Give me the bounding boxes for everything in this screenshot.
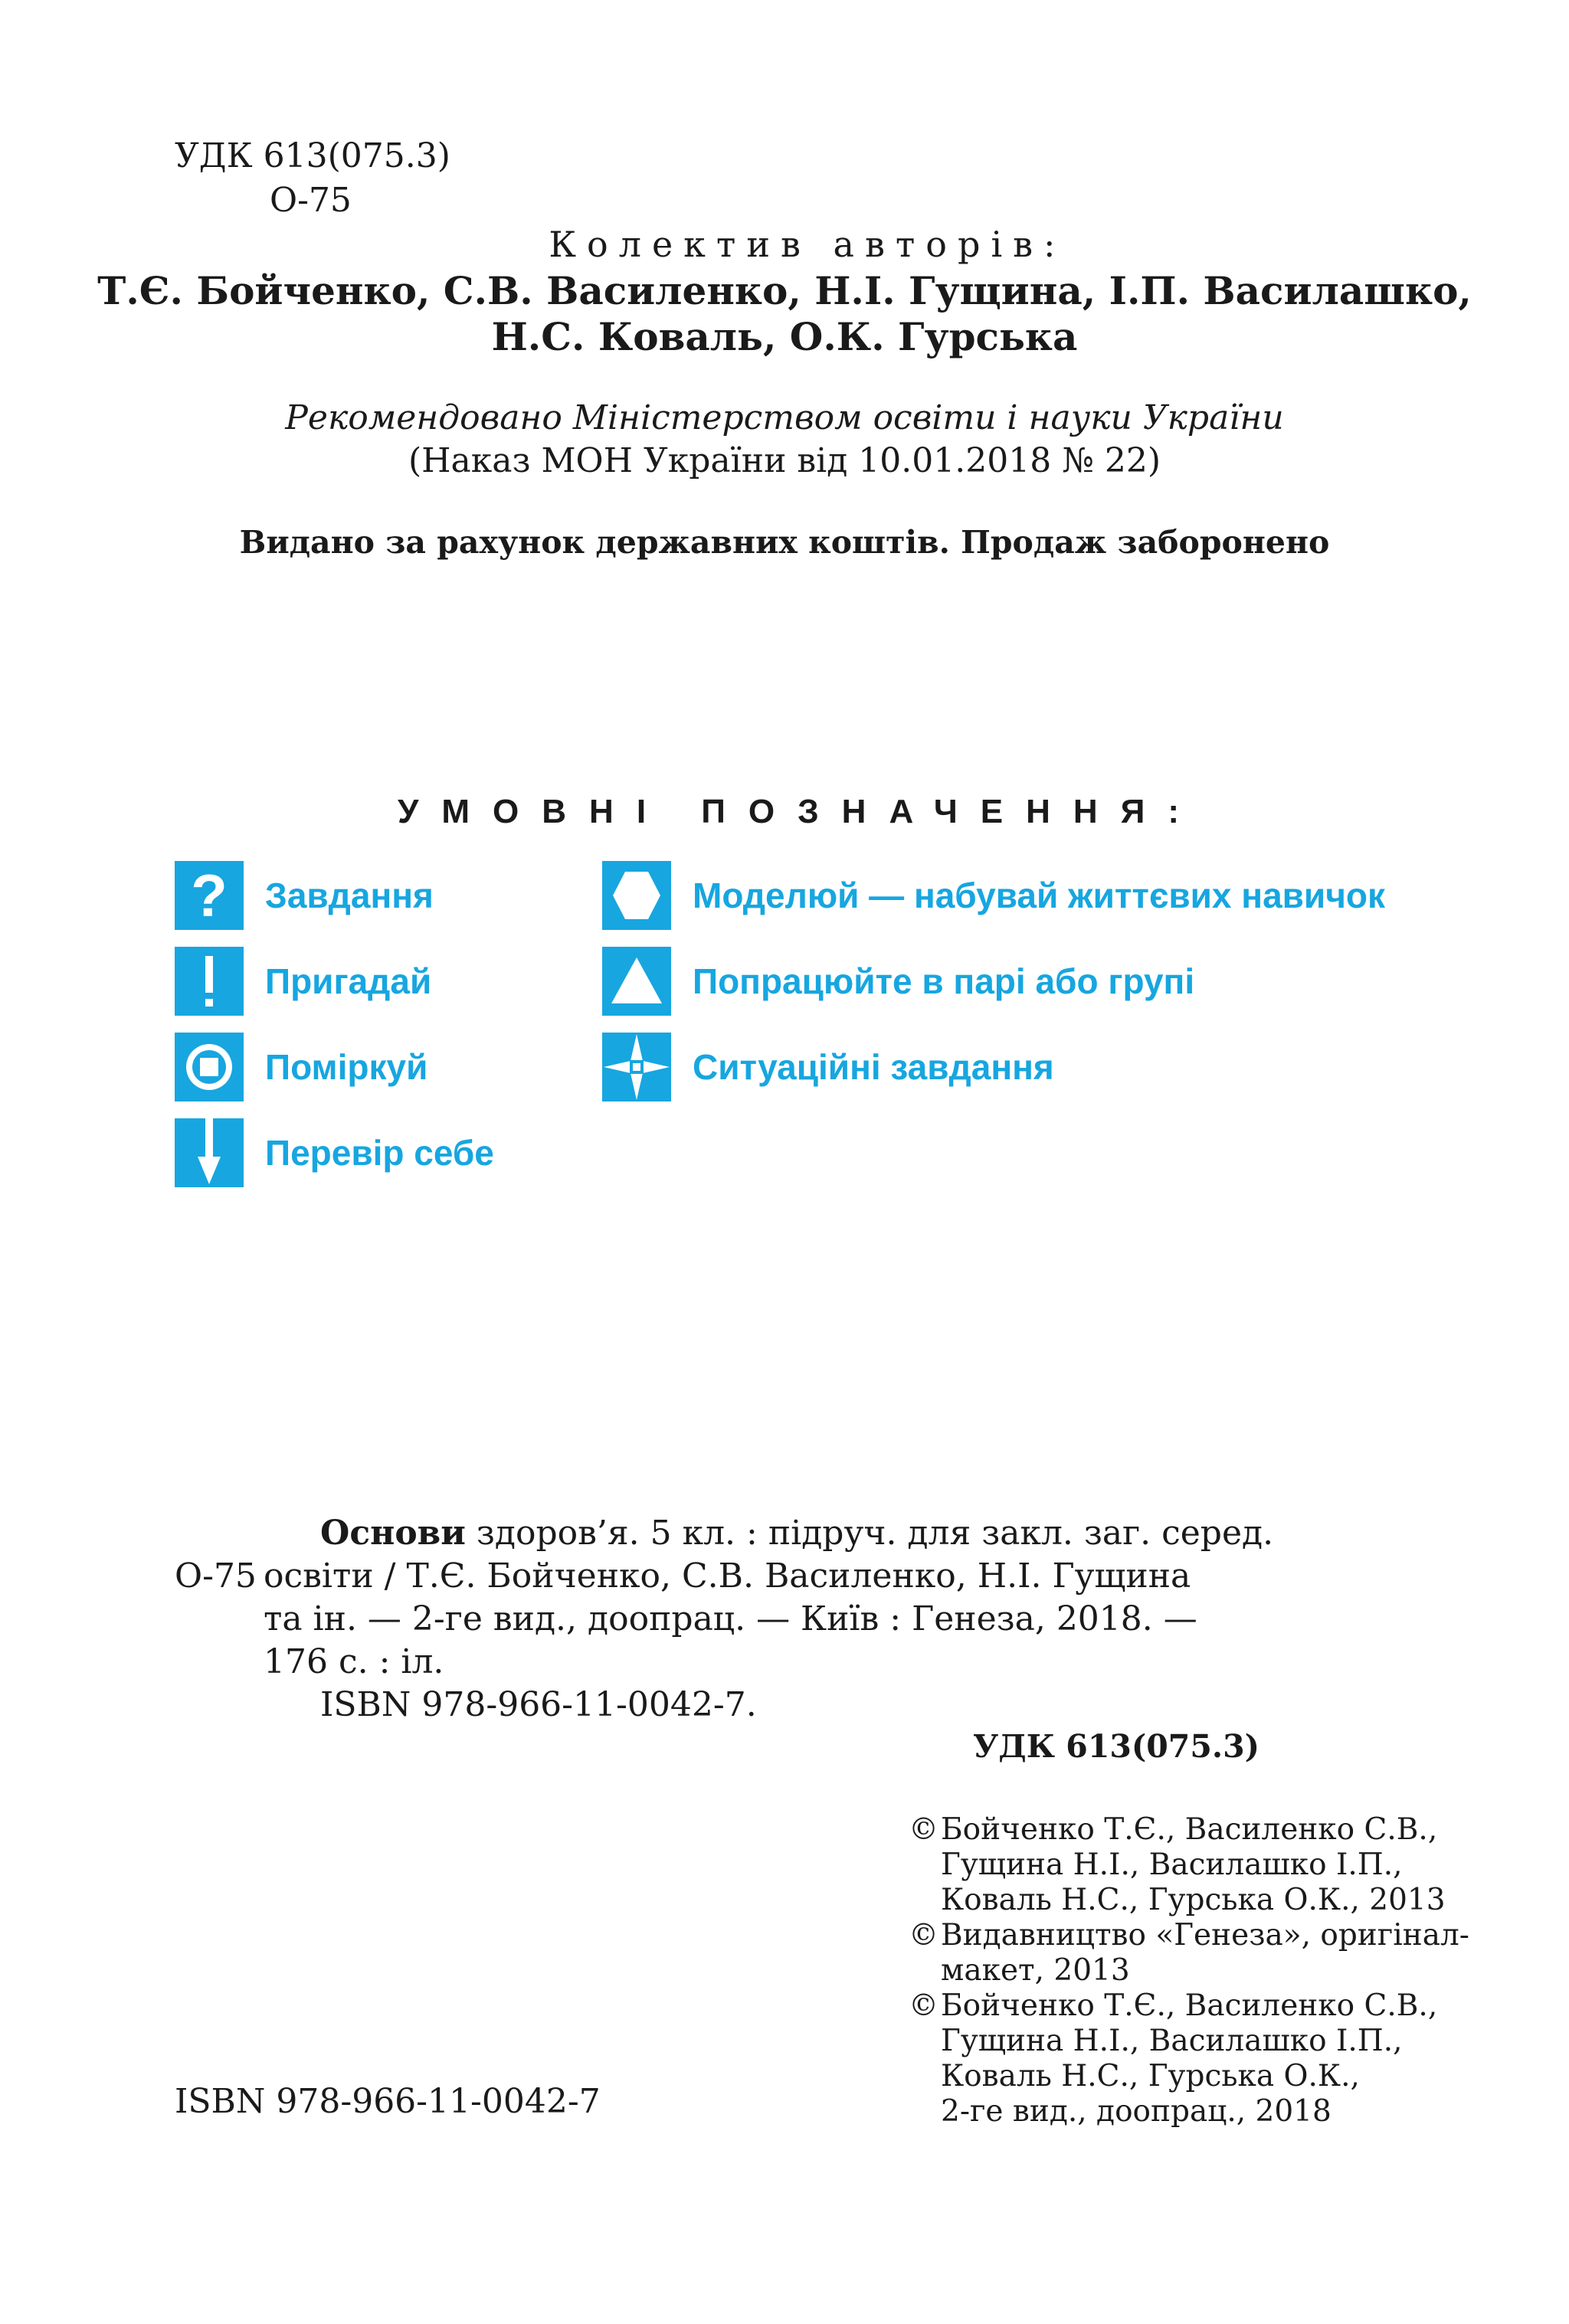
- bib-line-1-rest: здоров’я. 5 кл. : підруч. для закл. заг. серед.: [465, 1514, 1274, 1553]
- arrow-down-icon: [175, 1118, 244, 1187]
- not-for-sale-notice: Видано за рахунок державних коштів. Продаж заборонено: [239, 524, 1330, 561]
- bib-isbn: ISBN 978-966-11-0042-7.: [320, 1685, 757, 1724]
- copyright-1-line-1: Бойченко Т.Є., Василенко С.В.,: [941, 1812, 1438, 1847]
- copyright-3-line-1: Бойченко Т.Є., Василенко С.В.,: [941, 1988, 1438, 2023]
- udk-bottom: УДК 613(075.3): [973, 1728, 1260, 1765]
- legend-label: Завдання: [265, 876, 434, 915]
- copyright-sign: ©: [909, 1918, 938, 1952]
- hexagon-icon: [602, 861, 671, 930]
- authors-label: Колектив авторів:: [549, 224, 1066, 265]
- legend-label: Перевір себе: [265, 1133, 494, 1173]
- copyright-3-line-4: 2-ге вид., доопрац., 2018: [941, 2094, 1332, 2129]
- copyright-sign: ©: [909, 1812, 938, 1847]
- copyright-1-line-3: Коваль Н.С., Гурська О.К., 2013: [941, 1883, 1446, 1917]
- question-icon: [175, 861, 244, 930]
- legend-item-think: [175, 1033, 427, 1101]
- svg-text:?: ?: [191, 862, 228, 929]
- legend-label: Попрацюйте в парі або групі: [693, 961, 1195, 1001]
- copyright-2-line-2: макет, 2013: [941, 1953, 1130, 1988]
- authors-line-2: Н.С. Коваль, О.К. Гурська: [491, 314, 1078, 359]
- legend-label: Пригадай: [265, 961, 432, 1001]
- legend-item-remember: [175, 947, 431, 1016]
- bib-line-3: та ін. — 2-ге вид., доопрац. — Київ : Генеза, 2018. —: [264, 1599, 1197, 1638]
- catalog-code-top: О-75: [270, 181, 352, 220]
- bib-title: Основи: [320, 1514, 466, 1553]
- think-circle-icon: [175, 1033, 244, 1101]
- legend-label: Ситуаційні завдання: [693, 1047, 1054, 1087]
- exclamation-icon: [175, 947, 244, 1016]
- legend-item-task: [175, 861, 434, 930]
- bib-line-1: [320, 1514, 1273, 1553]
- recommendation-text: Рекомендовано Міністерством освіти і науки України: [285, 398, 1284, 437]
- authors-line-1: Т.Є. Бойченко, С.В. Василенко, Н.І. Гущина, І.П. Василашко,: [97, 268, 1472, 313]
- bib-line-4: 176 с. : іл.: [264, 1642, 444, 1681]
- triangle-icon: [602, 947, 671, 1016]
- bib-line-2: освіти / Т.Є. Бойченко, С.В. Василенко, Н.І. Гущина: [264, 1556, 1191, 1596]
- copyright-1-line-2: Гущина Н.І., Василашко І.П.,: [941, 1848, 1403, 1882]
- legend-item-check-yourself: [175, 1118, 494, 1187]
- legend-title: УМОВНІ ПОЗНАЧЕННЯ:: [398, 793, 1202, 830]
- bib-code: О-75: [175, 1556, 257, 1596]
- copyright-3-line-3: Коваль Н.С., Гурська О.К.,: [941, 2059, 1360, 2093]
- copyright-3-line-2: Гущина Н.І., Василашко І.П.,: [941, 2024, 1403, 2058]
- legend-item-model: [602, 861, 1385, 930]
- isbn-bottom: ISBN 978-966-11-0042-7: [175, 2082, 601, 2121]
- udk-top: УДК 613(075.3): [175, 136, 450, 175]
- legend-item-pair-work: [602, 947, 1194, 1016]
- legend-label: Моделюй — набувай життєвих навичок: [693, 876, 1386, 915]
- legend-item-situations: [602, 1033, 1054, 1101]
- compass-star-icon: [602, 1033, 671, 1101]
- ministry-order: (Наказ МОН України від 10.01.2018 № 22): [408, 441, 1161, 480]
- copyright-sign: ©: [909, 1988, 938, 2023]
- copyright-2-line-1: Видавництво «Генеза», оригінал-: [941, 1918, 1469, 1952]
- legend-label: Поміркуй: [265, 1047, 428, 1087]
